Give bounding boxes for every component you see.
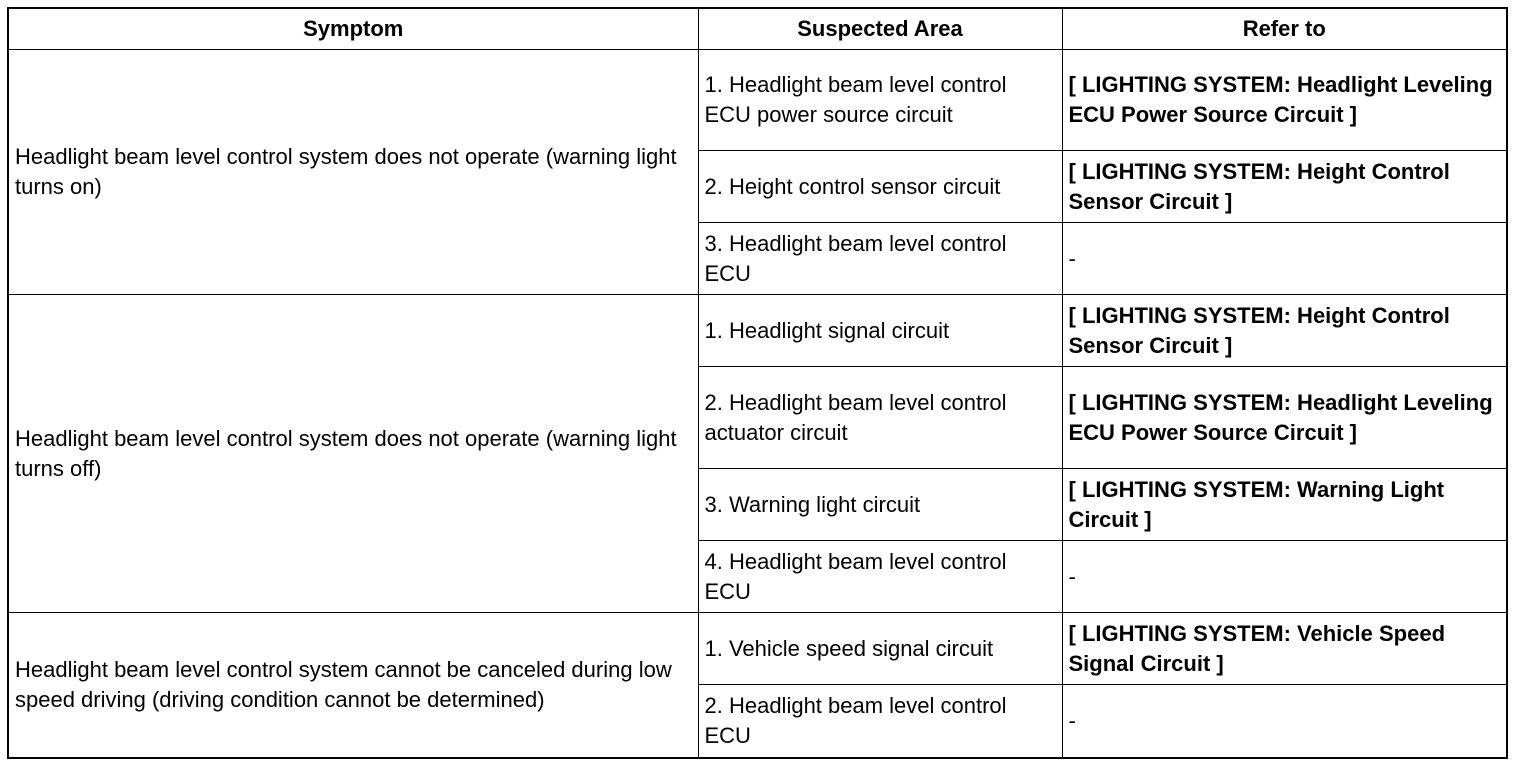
refer-to-link[interactable]: [ LIGHTING SYSTEM: Vehicle Speed Signal Circuit ] bbox=[1062, 613, 1507, 685]
suspected-area-cell: 2. Height control sensor circuit bbox=[698, 151, 1062, 223]
refer-to-link[interactable]: [ LIGHTING SYSTEM: Height Control Sensor Circuit ] bbox=[1062, 295, 1507, 367]
suspected-area-cell: 3. Warning light circuit bbox=[698, 469, 1062, 541]
refer-to-cell: - bbox=[1062, 541, 1507, 613]
header-row bbox=[8, 8, 1507, 50]
refer-to-cell: - bbox=[1062, 685, 1507, 758]
suspected-area-cell: 4. Headlight beam level control ECU bbox=[698, 541, 1062, 613]
problem-symptoms-table bbox=[7, 7, 1508, 759]
suspected-area-cell: 1. Headlight signal circuit bbox=[698, 295, 1062, 367]
table-row bbox=[8, 613, 1507, 685]
refer-to-link[interactable]: [ LIGHTING SYSTEM: Headlight Leveling ECU Power Source Circuit ] bbox=[1062, 367, 1507, 469]
refer-to-link[interactable]: [ LIGHTING SYSTEM: Height Control Sensor Circuit ] bbox=[1062, 151, 1507, 223]
suspected-area-cell: 1. Vehicle speed signal circuit bbox=[698, 613, 1062, 685]
table-row bbox=[8, 50, 1507, 151]
table-row bbox=[8, 295, 1507, 367]
suspected-area-cell: 3. Headlight beam level control ECU bbox=[698, 223, 1062, 295]
refer-to-cell: - bbox=[1062, 223, 1507, 295]
refer-to-link[interactable]: [ LIGHTING SYSTEM: Headlight Leveling ECU Power Source Circuit ] bbox=[1062, 50, 1507, 151]
refer-to-link[interactable]: [ LIGHTING SYSTEM: Warning Light Circuit ] bbox=[1062, 469, 1507, 541]
header-symptom: Symptom bbox=[8, 8, 698, 50]
header-refer-to: Refer to bbox=[1062, 8, 1507, 50]
suspected-area-cell: 2. Headlight beam level control ECU bbox=[698, 685, 1062, 758]
symptom-cell: Headlight beam level control system does not operate (warning light turns on) bbox=[8, 50, 698, 295]
symptom-cell: Headlight beam level control system cannot be canceled during low speed driving (driving condition cannot be determined) bbox=[8, 613, 698, 758]
symptom-cell: Headlight beam level control system does not operate (warning light turns off) bbox=[8, 295, 698, 613]
suspected-area-cell: 2. Headlight beam level control actuator circuit bbox=[698, 367, 1062, 469]
header-suspected-area: Suspected Area bbox=[698, 8, 1062, 50]
suspected-area-cell: 1. Headlight beam level control ECU power source circuit bbox=[698, 50, 1062, 151]
